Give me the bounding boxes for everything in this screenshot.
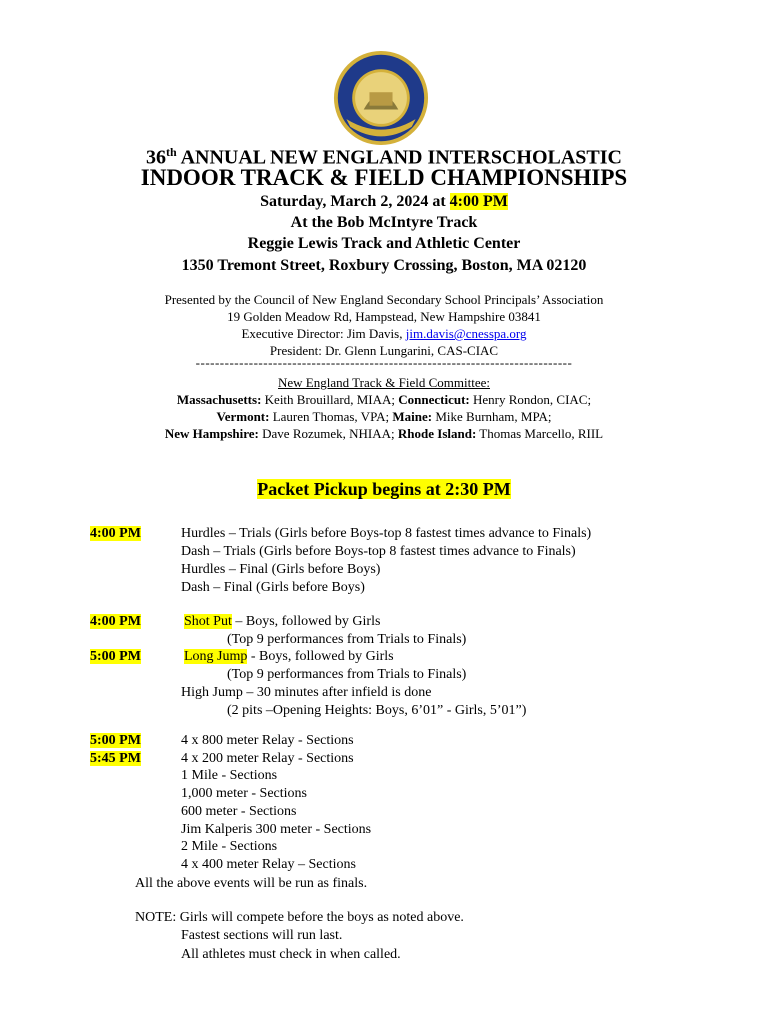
schedule-event: Long Jump - Boys, followed by Girls <box>184 649 394 664</box>
schedule-event: Hurdles – Final (Girls before Boys) <box>181 562 381 577</box>
committee-line-2: Vermont: Lauren Thomas, VPA; Maine: Mike Burnham, MPA; <box>216 409 552 424</box>
divider-line: ------------------------------------------------------------------------------ <box>195 355 573 370</box>
event-start-time: 4:00 PM <box>449 193 508 210</box>
schedule-note: (Top 9 performances from Trials to Finals) <box>227 667 467 682</box>
venue-address: 1350 Tremont Street, Roxbury Crossing, Boston, MA 02120 <box>181 257 587 274</box>
venue-center: Reggie Lewis Track and Athletic Center <box>247 235 521 252</box>
committee-line-1: Massachusetts: Keith Brouillard, MIAA; Connecticut: Henry Rondon, CIAC; <box>176 392 592 407</box>
schedule-time: 4:00 PM <box>90 526 141 541</box>
presented-by: Presented by the Council of New England Secondary School Principals’ Association <box>164 292 604 307</box>
schedule-time: 4:00 PM <box>90 614 141 629</box>
schedule-event: Shot Put – Boys, followed by Girls <box>184 614 381 629</box>
title-line-1: 36th ANNUAL NEW ENGLAND INTERSCHOLASTIC <box>146 145 622 169</box>
schedule-event: Dash – Trials (Girls before Boys-top 8 fastest times advance to Finals) <box>181 544 576 559</box>
schedule-event: Hurdles – Trials (Girls before Boys-top 8 fastest times advance to Finals) <box>181 526 592 541</box>
schedule-event: 2 Mile - Sections <box>181 839 278 854</box>
association-seal-logo <box>333 50 429 146</box>
schedule-event: 1 Mile - Sections <box>181 768 278 783</box>
executive-director: Executive Director: Jim Davis, jim.davis@cnesspa.org <box>241 326 527 341</box>
schedule-note: (Top 9 performances from Trials to Finals) <box>227 632 467 647</box>
title-line-2: INDOOR TRACK & FIELD CHAMPIONSHIPS <box>140 165 628 190</box>
schedule-time: 5:00 PM <box>90 649 141 664</box>
director-email-link[interactable]: jim.davis@cnesspa.org <box>405 326 527 341</box>
venue-track: At the Bob McIntyre Track <box>290 214 478 231</box>
note-fastest: Fastest sections will run last. <box>181 928 343 943</box>
note-check-in: All athletes must check in when called. <box>181 947 401 962</box>
schedule-event: Dash – Final (Girls before Boys) <box>181 580 365 595</box>
presenter-address: 19 Golden Meadow Rd, Hampstead, New Hampshire 03841 <box>227 309 541 324</box>
president: President: Dr. Glenn Lungarini, CAS-CIAC <box>269 343 499 358</box>
schedule-event: 600 meter - Sections <box>181 804 297 819</box>
schedule-time: 5:00 PM <box>90 733 141 748</box>
schedule-event: 1,000 meter - Sections <box>181 786 307 801</box>
finals-note: All the above events will be run as finals. <box>135 876 368 891</box>
committee-title: New England Track & Field Committee: <box>278 375 490 390</box>
schedule-time: 5:45 PM <box>90 751 141 766</box>
committee-line-3: New Hampshire: Dave Rozumek, NHIAA; Rhode Island: Thomas Marcello, RIIL <box>164 426 604 441</box>
note-girls-first: NOTE: Girls will compete before the boys as noted above. <box>135 910 464 925</box>
schedule-event: 4 x 800 meter Relay - Sections <box>181 733 354 748</box>
packet-pickup: Packet Pickup begins at 2:30 PM <box>257 479 511 499</box>
schedule-event: High Jump – 30 minutes after infield is done <box>181 685 432 700</box>
event-date: Saturday, March 2, 2024 at 4:00 PM <box>260 193 508 210</box>
schedule-event: 4 x 400 meter Relay – Sections <box>181 857 356 872</box>
schedule-event: 4 x 200 meter Relay - Sections <box>181 751 354 766</box>
schedule-note: (2 pits –Opening Heights: Boys, 6’01” - Girls, 5’01”) <box>227 703 527 718</box>
schedule-event: Jim Kalperis 300 meter - Sections <box>181 822 372 837</box>
